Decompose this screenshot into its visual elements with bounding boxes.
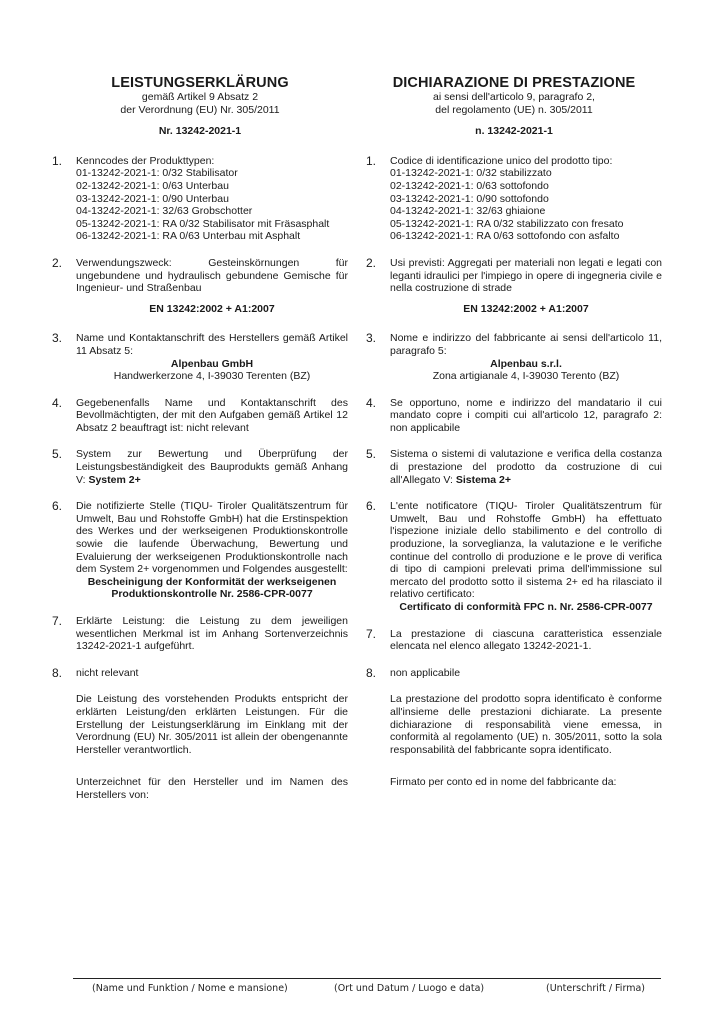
section-3-it xyxy=(366,332,662,382)
declaration-number-it: n. 13242-2021-1 xyxy=(475,125,553,138)
document-title-it: DICHIARAZIONE DI PRESTAZIONE xyxy=(392,75,636,91)
section-5-de xyxy=(52,448,348,486)
product-types-label: Codice di identificazione unico del prodotto tipo: xyxy=(390,154,613,167)
product-type-item: 03-13242-2021-1: 0/90 sottofondo xyxy=(390,192,549,205)
standard-reference-it: EN 13242:2002 + A1:2007 xyxy=(463,302,589,315)
section-number: 7. xyxy=(52,614,63,628)
product-type-item: 06-13242-2021-1: RA 0/63 sottofondo con asfalto xyxy=(390,230,620,243)
section-7-de xyxy=(52,615,348,653)
product-type-item: 05-13242-2021-1: RA 0/32 stabilizzato con fresato xyxy=(390,217,624,230)
section-8-it xyxy=(366,667,662,680)
section-6-it xyxy=(366,500,662,613)
section-4-it xyxy=(366,397,662,435)
declared-performance-text: Erklärte Leistung: die Leistung zu dem jeweiligen wesentlichen Merkmal ist im Anhang Sortenverzeichnis 13242-2021-1 aufgeführt. xyxy=(76,615,348,653)
intended-use-text: Usi previsti: Aggregati per materiali non legati e legati con leganti idraulici per l'impiego in opere di ingegneria civile e nella costruzione di strade xyxy=(390,256,662,295)
subtitle-it-2: del regolamento (UE) n. 305/2011 xyxy=(435,103,593,116)
product-type-item: 03-13242-2021-1: 0/90 Unterbau xyxy=(76,192,229,205)
section-number: 1. xyxy=(366,153,377,168)
product-type-item: 02-13242-2021-1: 0/63 Unterbau xyxy=(76,179,229,192)
section-number: 6. xyxy=(366,499,377,514)
section-2-de xyxy=(52,257,348,295)
manufacturer-address: Zona artigianale 4, I-39030 Terento (BZ) xyxy=(432,370,620,383)
product-type-item: 04-13242-2021-1: 32/63 Grobschotter xyxy=(76,205,253,218)
manufacturer-address: Handwerkerzone 4, I-39030 Terenten (BZ) xyxy=(113,370,311,383)
section-number: 4. xyxy=(52,395,63,410)
section-8-de xyxy=(52,667,348,680)
section-number: 8. xyxy=(52,665,63,680)
subtitle-de-2: der Verordnung (EU) Nr. 305/2011 xyxy=(120,103,280,116)
intended-use-text: Verwendungszweck: Gesteinskörnungen für ungebundene und hydraulisch gebundene Gemische für Ingenieur- und Straßenbau xyxy=(76,256,348,295)
section-number: 8. xyxy=(366,665,377,680)
section-1-it xyxy=(366,155,662,243)
notified-body-text: L'ente notificatore (TIQU- Tiroler Qualitätszentrum für Umwelt, Bau und Rohstoffe GmbH) ha effettuato l'ispezione iniziale dello stabilimento e del controllo di produzione, la sorveglianza, la valutazione e le verifiche continue del controllo di produzione e le prove di verifica di tipo di campioni prelevati prima dell'immissione sul mercato del prodotto sotto il sistema 2+ ed ha rilasciato il relativo certificato: xyxy=(390,500,662,601)
product-type-item: 01-13242-2021-1: 0/32 stabilizzato xyxy=(390,167,552,180)
section-8-text: non applicabile xyxy=(390,666,461,679)
avcp-system-text: System zur Bewertung und Überprüfung der Leistungsbeständigkeit des Bauprodukts gemäß Anhang V: xyxy=(76,448,348,486)
section-number: 1. xyxy=(52,153,63,168)
section-number: 3. xyxy=(52,331,63,346)
responsibility-statement-it: La prestazione del prodotto sopra identificato è conforme all'insieme delle prestazioni dichiarate. La presente dichiarazione di responsabilità viene emessa, in conformità al regolamento (UE) n. 305/2011, sotto la sola responsabilità del fabbricante sopra identificato. xyxy=(390,693,662,756)
manufacturer-label: Name und Kontaktanschrift des Herstellers gemäß Artikel 11 Absatz 5: xyxy=(76,332,348,357)
section-4-de xyxy=(52,397,348,435)
section-3-de xyxy=(52,332,348,382)
section-1-de xyxy=(52,155,348,243)
product-types-label: Kenncodes der Produkttypen: xyxy=(76,154,215,167)
signed-for-manufacturer-de: Unterzeichnet für den Hersteller und im Namen des Herstellers von: xyxy=(76,776,348,801)
avcp-system-value: System 2+ xyxy=(88,473,141,486)
certificate-reference: Certificato di conformità FPC n. Nr. 2586-CPR-0077 xyxy=(399,601,653,613)
section-number: 2. xyxy=(52,255,63,270)
signed-for-manufacturer-it: Firmato per conto ed in nome del fabbricante da: xyxy=(390,776,617,789)
section-5-it xyxy=(366,448,662,486)
section-6-de xyxy=(52,500,348,601)
footer-signature: (Unterschrift / Firma) xyxy=(546,983,645,994)
avcp-system-value: Sistema 2+ xyxy=(455,473,511,486)
product-type-item: 04-13242-2021-1: 32/63 ghiaione xyxy=(390,205,546,218)
section-number: 5. xyxy=(366,447,377,462)
section-number: 2. xyxy=(366,255,377,270)
authorised-representative-text: Se opportuno, nome e indirizzo del mandatario il cui mandato copre i compiti cui all'articolo 12, paragrafo 2: non applicabile xyxy=(390,396,662,434)
signature-line xyxy=(73,978,661,979)
subtitle-de-1: gemäß Artikel 9 Absatz 2 xyxy=(141,91,259,103)
section-number: 3. xyxy=(366,331,377,346)
section-number: 4. xyxy=(366,395,377,410)
product-type-item: 05-13242-2021-1: RA 0/32 Stabilisator mit Fräsasphalt xyxy=(76,217,330,230)
section-7-it xyxy=(366,628,662,653)
standard-reference-de: EN 13242:2002 + A1:2007 xyxy=(149,302,275,315)
responsibility-statement-de: Die Leistung des vorstehenden Produkts entspricht der erklärten Leistung/den erklärten Leistungen. Für die Erstellung der Leistungserklärung im Einklang mit der Verordnung (EU) Nr. 305/2011 ist allein der obengenannte Hersteller verantwortlich. xyxy=(76,693,348,756)
certificate-reference: Bescheinigung der Konformität der werkseigenen Produktionskontrolle Nr. 2586-CPR-0077 xyxy=(87,575,337,601)
notified-body-text: Die notifizierte Stelle (TIQU- Tiroler Qualitätszentrum für Umwelt, Bau und Rohstoffe GmbH) hat die Erstinspektion des Werkes und der werkseigenen Produktionskontrolle sowie die laufende Überwachung, Bewertung und Evaluierung der werkseigenen Produktionskontrolle nach dem System 2+ vorgenommen und Folgendes ausgestellt: xyxy=(76,500,348,576)
section-8-text: nicht relevant xyxy=(76,666,139,679)
italian-column xyxy=(366,75,662,809)
product-type-item: 02-13242-2021-1: 0/63 sottofondo xyxy=(390,179,549,192)
manufacturer-label: Nome e indirizzo del fabbricante ai sensi dell'articolo 11, paragrafo 5: xyxy=(390,332,662,357)
product-type-item: 01-13242-2021-1: 0/32 Stabilisator xyxy=(76,167,238,180)
manufacturer-name: Alpenbau s.r.l. xyxy=(490,357,562,370)
footer-place-date: (Ort und Datum / Luogo e data) xyxy=(334,983,485,994)
subtitle-it-1: ai sensi dell'articolo 9, paragrafo 2, xyxy=(433,91,595,103)
section-number: 6. xyxy=(52,499,63,514)
footer-name-function: (Name und Funktion / Nome e mansione) xyxy=(92,983,288,994)
section-2-it xyxy=(366,257,662,295)
document-title-de: LEISTUNGSERKLÄRUNG xyxy=(111,75,289,91)
product-type-item: 06-13242-2021-1: RA 0/63 Unterbau mit Asphalt xyxy=(76,230,301,243)
authorised-representative-text: Gegebenenfalls Name und Kontaktanschrift des Bevollmächtigten, der mit den Aufgaben gemäß Artikel 12 Absatz 2 beauftragt ist: nicht relevant xyxy=(76,396,348,434)
german-column xyxy=(52,75,348,822)
avcp-system-text: Sistema o sistemi di valutazione e verifica della costanza di prestazione del prodotto da costruzione di cui all'Allegato V: xyxy=(390,448,662,486)
section-number: 5. xyxy=(52,447,63,462)
declared-performance-text: La prestazione di ciascuna caratteristica essenziale elencata nel elenco allegato 13242-2021-1. xyxy=(390,627,662,653)
declaration-number-de: Nr. 13242-2021-1 xyxy=(158,125,242,138)
section-number: 7. xyxy=(366,626,377,641)
manufacturer-name: Alpenbau GmbH xyxy=(170,357,254,370)
